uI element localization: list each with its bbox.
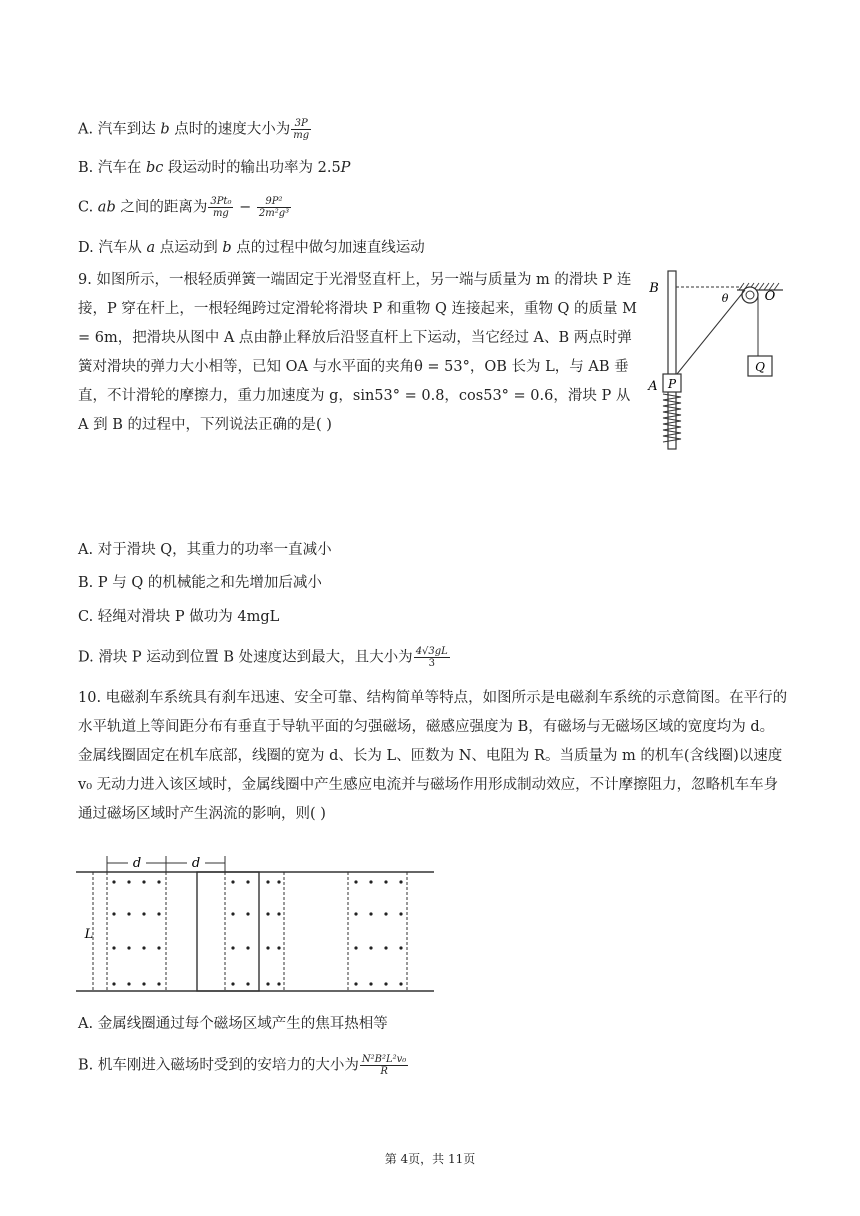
label-a: A	[648, 379, 658, 394]
q9-option-d: D. 滑块 P 运动到位置 B 处速度达到最大，且大小为 $\frac{4√3gL}{3}$	[78, 646, 448, 669]
q8-a-fraction: $\frac{3P}{mg}$	[293, 118, 310, 141]
q10-figure	[76, 852, 438, 1000]
q10-option-b: B. 机车刚进入磁场时受到的安培力的大小为 $\frac{\text{N²B²L²v₀}}{R}$	[78, 1054, 407, 1077]
label-p: P	[667, 377, 677, 391]
q9-option-a: A. 对于滑块 Q，其重力的功率一直减小	[78, 542, 332, 558]
q10-b-fraction: $\frac{\text{N²B²L²v₀}}{R}$	[361, 1054, 407, 1077]
label-b: B	[649, 281, 659, 296]
label-o: O	[764, 289, 776, 304]
q9-stem: 9. 如图所示，一根轻质弹簧一端固定于光滑竖直杆上，另一端与质量为 m 的滑块 P 连接，P 穿在杆上，一根轻绳跨过定滑轮将滑块 P 和重物 Q 连接起来，重物 Q 的质量 M = 6m，把滑块从图中 A 点由静止释放后沿竖直杆上下运动，当它经过 A、B 两点时弹簧对滑块的弹力大小相等，已知 OA 与水平面的夹角θ = 53°，OB 长为 L，与 AB 垂直，不计滑轮的摩擦力，重力加速度为 g，sin53° = 0.8，cos53° = 0.6，滑块 P 从 A 到 B 的过程中，下列说法正确的是( )	[78, 272, 638, 433]
q9-option-b: B. P 与 Q 的机械能之和先增加后减小	[78, 575, 322, 591]
q8-option-a: A. 汽车到达 b 点时的速度大小为 $\frac{3P}{mg}$	[78, 118, 310, 141]
label-d-2: d	[191, 856, 201, 871]
field-dots	[112, 880, 402, 985]
label-d-1: d	[132, 856, 142, 871]
metal-coil	[197, 872, 259, 991]
field-region-3	[348, 872, 407, 991]
q10-option-a: A. 金属线圈通过每个磁场区域产生的焦耳热相等	[78, 1016, 388, 1032]
label-theta: θ	[721, 292, 729, 305]
rope-op	[677, 290, 745, 374]
q9-option-c: C. 轻绳对滑块 P 做功为 4mgL	[78, 609, 280, 625]
q8-option-b: B. 汽车在 bc 段运动时的输出功率为 2.5P	[78, 160, 351, 176]
q8-option-d: D. 汽车从 a 点运动到 b 点的过程中做匀加速直线运动	[78, 240, 425, 256]
page-footer: 第 4页，共 11页	[384, 1152, 476, 1166]
field-region-2	[225, 872, 284, 991]
q8-option-c: C. ab 之间的距离为 $\frac{\text{3Pt₀}}{mg}$ − $\frac{\text{9P²}}{\text{2m²g³}}$	[78, 196, 290, 219]
label-l: L	[84, 927, 94, 942]
q10-stem: 10. 电磁刹车系统具有刹车迅速、安全可靠、结构简单等特点，如图所示是电磁刹车系统的示意简图。在平行的水平轨道上等间距分布有垂直于导轨平面的匀强磁场，磁感应强度为 B，有磁场与无磁场区域的宽度均为 d。金属线圈固定在机车底部，线圈的宽为 d、长为 L、匝数为 N、电阻为 R。当质量为 m 的机车(含线圈)以速度 v₀ 无动力进入该区域时，金属线圈中产生感应电流并与磁场作用形成制动效应，不计摩擦阻力，忽略机车车身通过磁场区域时产生涡流的影响，则( )	[78, 690, 788, 822]
q9-d-fraction: $\frac{4√3gL}{3}$	[415, 646, 448, 669]
q8-c-fraction-2: $\frac{\text{9P²}}{\text{2m²g³}}$	[258, 196, 290, 219]
q8-c-fraction-1: $\frac{\text{3Pt₀}}{mg}$	[210, 196, 232, 219]
q9-figure	[645, 268, 790, 453]
field-region-1	[107, 872, 166, 991]
label-q: Q	[755, 360, 765, 374]
